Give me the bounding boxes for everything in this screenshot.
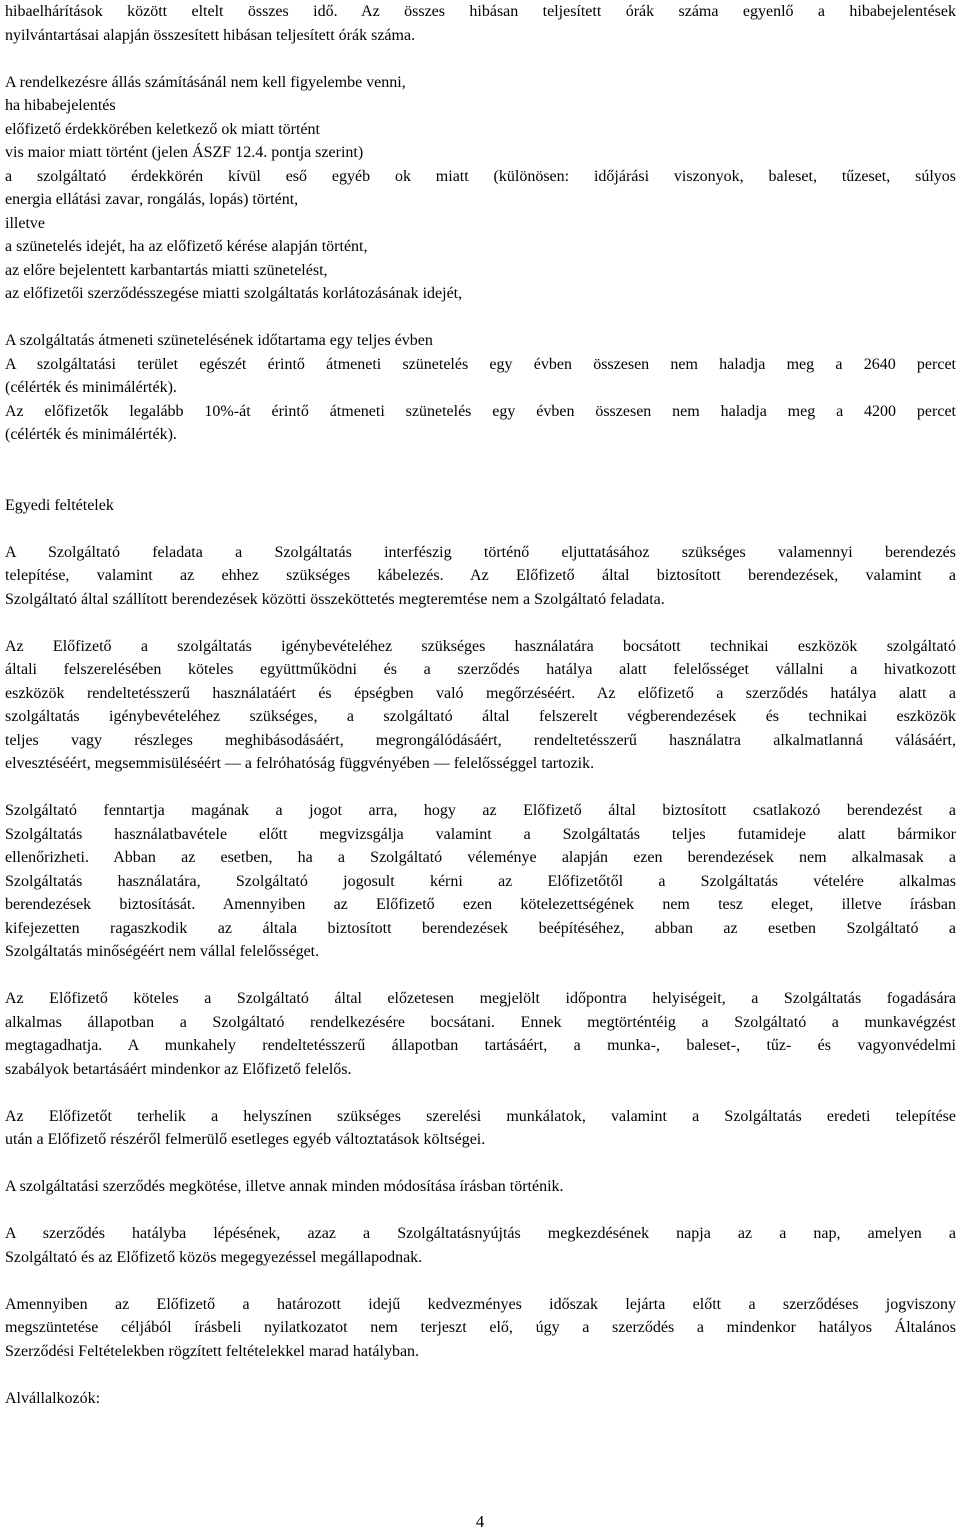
text-line: energia ellátási zavar, rongálás, lopás) történt, (5, 191, 299, 208)
text-line: Az előfizetők legalább 10%-át érintő átmeneti szünetelés egy évben összesen nem haladja meg a 4200 percet (5, 402, 956, 420)
text-line: A szolgáltatás átmeneti szünetelésének időtartama egy teljes évben (5, 332, 433, 349)
text-line: illetve (5, 214, 45, 232)
text-line: Szolgáltatás minőségéért nem vállal felelősséget. (5, 943, 320, 960)
text-line: A szolgáltatási szerződés megkötése, illetve annak minden módosítása írásban történik. (5, 1178, 564, 1195)
text-line: Szolgáltatás használatára, Szolgáltató jogosult kérni az Előfizetőtől a Szolgáltatás vételére alkalmas (5, 872, 956, 890)
paragraph (5, 1105, 956, 1152)
text-line: berendezések biztosítását. Amennyiben az Előfizető ezen kötelezettségének nem tesz eleget, illetve írásban (5, 896, 956, 913)
text-line: szolgáltatás igénybevételéhez szükséges, a szolgáltató által felszerelt végberendezések és technikai eszközök (5, 708, 956, 725)
interruption-block (5, 329, 956, 447)
text-line: elvesztéséért, megsemmisüléséért — a felróhatóság függvényében — felelősséggel tartozik. (5, 755, 595, 772)
subcontractors-label: Alvállalkozók: (5, 1389, 101, 1407)
text-line: Szolgáltató fenntartja magának a jogot arra, hogy az Előfizető által biztosított csatlakozó berendezést a (5, 802, 956, 819)
text-line: általi felszerelésében köteles együttműködni és a szerződés hatálya alatt felelősséget vállalni a hivatkozott (5, 661, 956, 678)
text-line: a szünetelés idejét, ha az előfizető kérése alapján történt, (5, 238, 368, 255)
paragraph (5, 1222, 956, 1269)
text-line: Szolgáltató és az Előfizető közös megegyezéssel megállapodnak. (5, 1248, 423, 1266)
text-line: alkalmas állapotban a Szolgáltató rendelkezésére bocsátani. Ennek megtörténtéig a Szolgáltató a munkavégzést (5, 1013, 956, 1031)
text-line: megszüntetése céljából írásbeli nyilatkozatot nem terjeszt elő, úgy a szerződés a mindenkor hatályos Általános (5, 1319, 956, 1336)
top-paragraph (5, 0, 956, 47)
text-line: (célérték és minimálérték). (5, 379, 177, 396)
text-line: hibaelhárítások között eltelt összes idő. Az összes hibásan teljesített órák száma egyenlő a hibabejelentések (5, 3, 956, 20)
text-line: (célérték és minimálérték). (5, 426, 177, 443)
text-line: ellenőrizheti. Abban az esetben, ha a Szolgáltató véleménye alapján ezen berendezések nem alkalmasak a (5, 849, 956, 866)
text-line: eszközök rendeltetésszerű használatáért és épségben való megőrzéséért. Az előfizető a szerződés hatálya alatt a (5, 684, 956, 702)
text-line: szabályok betartásáért mindenkor az Előfizető felelős. (5, 1060, 352, 1078)
paragraph (5, 799, 956, 964)
section-heading: Egyedi feltételek (5, 496, 114, 514)
text-line: kifejezetten ragaszkodik az általa biztosított berendezések beépítéséhez, abban az esetben Szolgáltató a (5, 919, 956, 937)
text-line: Az Előfizető a szolgáltatás igénybevételéhez szükséges használatára bocsátott technikai eszközök szolgáltató (5, 637, 956, 655)
text-line: az előfizetői szerződésszegése miatti szolgáltatás korlátozásának idejét, (5, 285, 463, 302)
paragraph (5, 1293, 956, 1364)
text-line: Szolgáltató által szállított berendezések közötti összeköttetés megteremtése nem a Szolgáltató feladata. (5, 590, 665, 608)
paragraph (5, 635, 956, 776)
paragraph (5, 541, 956, 612)
text-line: megtagadhatja. A munkahely rendeltetésszerű állapotban tartásáért, a munka-, baleset-, tűz- és vagyonvédelmi (5, 1037, 956, 1054)
text-line: A Szolgáltató feladata a Szolgáltatás interfészig történő eljuttatásához szükséges valamennyi berendezés (5, 543, 956, 561)
text-line: Amennyiben az Előfizető a határozott idejű kedvezményes időszak lejárta előtt a szerződéses jogviszony (5, 1295, 956, 1313)
text-line: ha hibabejelentés (5, 97, 116, 114)
text-line: nyilvántartásai alapján összesített hibásan teljesített órák száma. (5, 26, 416, 44)
text-line: Az Előfizetőt terhelik a helyszínen szükséges szerelési munkálatok, valamint a Szolgáltatás eredeti telepítése (5, 1107, 956, 1125)
text-line: telepítése, valamint az ehhez szükséges kábelezés. Az Előfizető által biztosított berendezések, valamint a (5, 567, 956, 584)
text-line: A rendelkezésre állás számításánál nem kell figyelembe venni, (5, 73, 406, 91)
text-line: A szerződés hatályba lépésének, azaz a Szolgáltatásnyújtás megkezdésének napja az a nap, amelyen a (5, 1225, 956, 1242)
exclusions-block (5, 71, 956, 306)
text-line: teljes vagy részleges meghibásodásáért, megrongálódásáért, rendeltetésszerű használatra alkalmatlanná válásáért, (5, 731, 956, 749)
text-line: Szerződési Feltételekben rögzített feltételekkel marad hatályban. (5, 1342, 420, 1360)
text-line: vis maior miatt történt (jelen ÁSZF 12.4. pontja szerint) (5, 144, 364, 161)
page-number: 4 (475, 1512, 485, 1531)
text-line: előfizető érdekkörében keletkező ok miatt történt (5, 120, 320, 138)
text-line: után a Előfizető részéről felmerülő esetleges egyéb változtatások költségei. (5, 1131, 486, 1148)
text-line: Szolgáltatás használatbavétele előtt megvizsgálja valamint a Szolgáltatás teljes futamideje alatt bármikor (5, 825, 956, 843)
text-line: az előre bejelentett karbantartás miatti szünetelést, (5, 261, 328, 279)
text-line: A szolgáltatási terület egészét érintő átmeneti szünetelés egy évben összesen nem haladja meg a 2640 percet (5, 355, 956, 373)
text-line: a szolgáltató érdekkörén kívül eső egyéb ok miatt (különösen: időjárási viszonyok, baleset, tűzeset, súlyos (5, 167, 956, 185)
document-page (5, 0, 956, 1410)
paragraph (5, 987, 956, 1081)
text-line: Az Előfizető köteles a Szolgáltató által előzetesen megjelölt időpontra helyiségeit, a Szolgáltatás fogadására (5, 990, 956, 1007)
paragraph (5, 1175, 956, 1199)
